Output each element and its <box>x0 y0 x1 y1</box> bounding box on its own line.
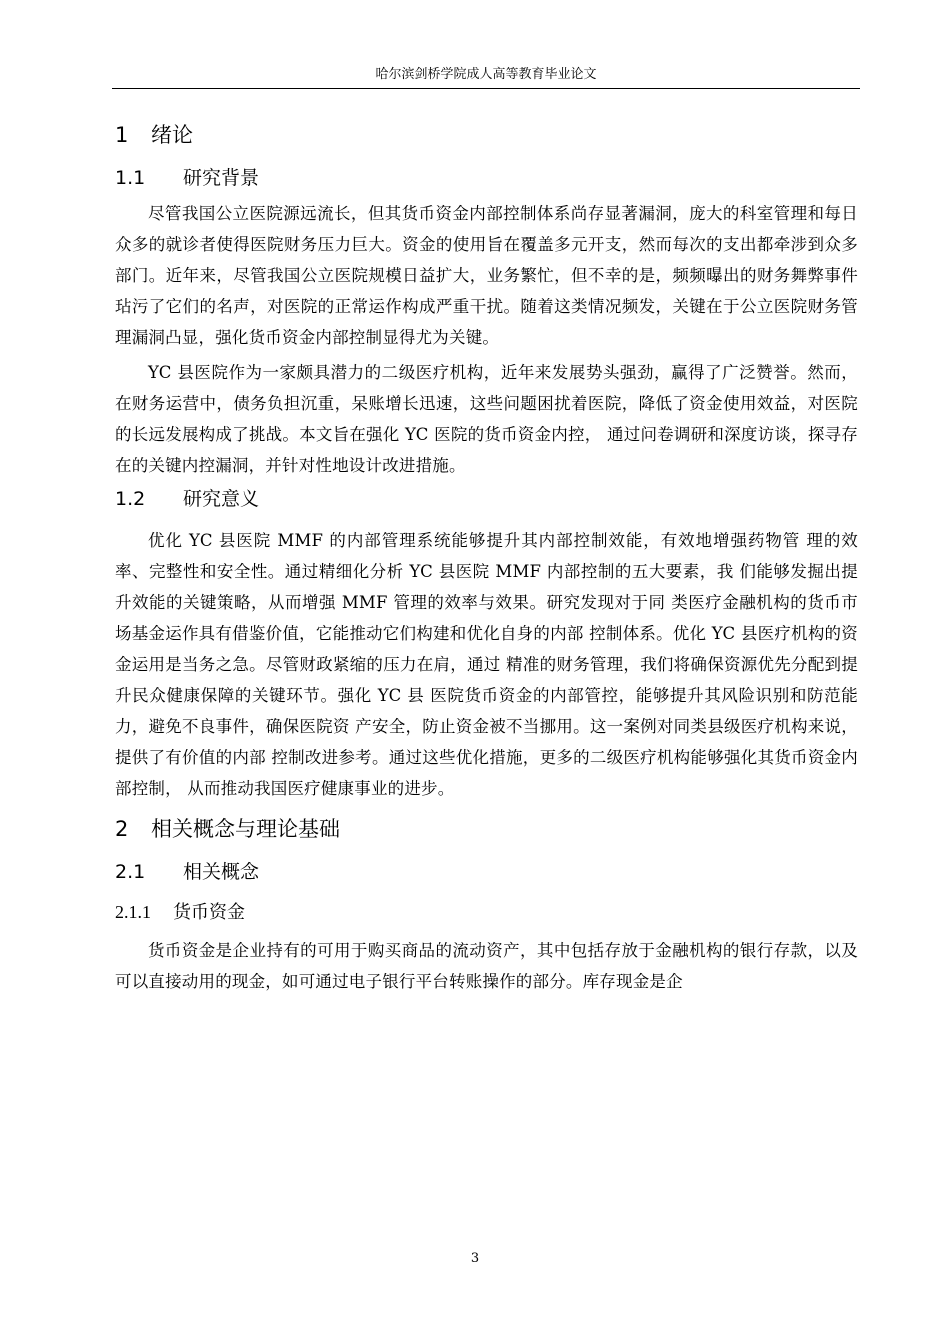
section-number: 2.1.1 <box>115 902 151 922</box>
paragraph: 货币资金是企业持有的可用于购买商品的流动资产，其中包括存放于金融机构的银行存款，以及可以直接动用的现金，如可通过电子银行平台转账操作的部分。库存现金是企 <box>115 941 858 991</box>
document-body <box>115 120 858 1001</box>
section-1-1-heading <box>115 164 858 192</box>
paragraph: 尽管我国公立医院源远流长，但其货币资金内部控制体系尚存显著漏洞，庞大的科室管理和每日众多的就诊者使得医院财务压力巨大。资金的使用旨在覆盖多元开支，然而每次的支出都牵涉到众多部门。近年来，尽管我国公立医院规模日益扩大，业务繁忙，但不幸的是，频频曝出的财务舞弊事件玷污了它们的名声，对医院的正常运作构成严重干扰。随着这类情况频发，关键在于公立医院财务管理漏洞凸显，强化货币资金内部控制显得尤为关键。 <box>115 204 858 347</box>
section-1-2-heading <box>115 485 858 513</box>
section-2-1-1-heading <box>115 898 858 927</box>
section-number: 2.1 <box>115 861 146 883</box>
paragraph: 优化 YC 县医院 MMF 的内部管理系统能够提升其内部控制效能，有效地增强药物管 理的效率、完整性和安全性。通过精细化分析 YC 县医院 MMF 内部控制的五大要素，我 们能够发掘出提升效能的关键策略，从而增强 MMF 管理的效率与效果。研究发现对于同 类医疗金融机构的货币市场基金运作具有借鉴价值，它能推动它们构建和优化自身的内部 控制体系。优化 YC 县医疗机构的资金运用是当务之急。尽管财政紧缩的压力在肩，通过 精准的财务管理，我们将确保资源优先分配到提升民众健康保障的关键环节。强化 YC 县 医院货币资金的内部管控，能够提升其风险识别和防范能力，避免不良事件，确保医院资 产安全，防止资金被不当挪用。这一案例对同类县级医疗机构来说，提供了有价值的内部 控制改进参考。通过这些优化措施，更多的二级医疗机构能够强化其货币资金内部控制， 从而推动我国医疗健康事业的进步。 <box>115 531 858 798</box>
section-title: 研究背景 <box>183 167 260 189</box>
page-number: 3 <box>470 1251 480 1266</box>
section-title: 相关概念 <box>183 861 260 883</box>
section-title: 研究意义 <box>183 488 260 510</box>
section-number: 1 <box>115 123 129 147</box>
section-number: 2 <box>115 817 129 841</box>
header-divider <box>112 88 860 89</box>
section-number: 1.2 <box>115 488 146 510</box>
section-2-1-heading <box>115 858 858 886</box>
section-2-heading <box>115 814 858 844</box>
paragraph: YC 县医院作为一家颇具潜力的二级医疗机构，近年来发展势头强劲，赢得了广泛赞誉。然而，在财务运营中，债务负担沉重，呆账增长迅速，这些问题困扰着医院，降低了资金使用效益，对医院的长远发展构成了挑战。本文旨在强化 YC 医院的货币资金内控， 通过问卷调研和深度访谈，探寻存在的关键内控漏洞，并针对性地设计改进措施。 <box>115 363 858 475</box>
section-1-heading <box>115 120 858 150</box>
section-title: 货币资金 <box>173 902 245 923</box>
section-title: 绪论 <box>151 123 193 147</box>
section-title: 相关概念与理论基础 <box>151 817 340 841</box>
section-number: 1.1 <box>115 167 146 189</box>
running-header: 哈尔滨剑桥学院成人高等教育毕业论文 <box>375 67 597 82</box>
